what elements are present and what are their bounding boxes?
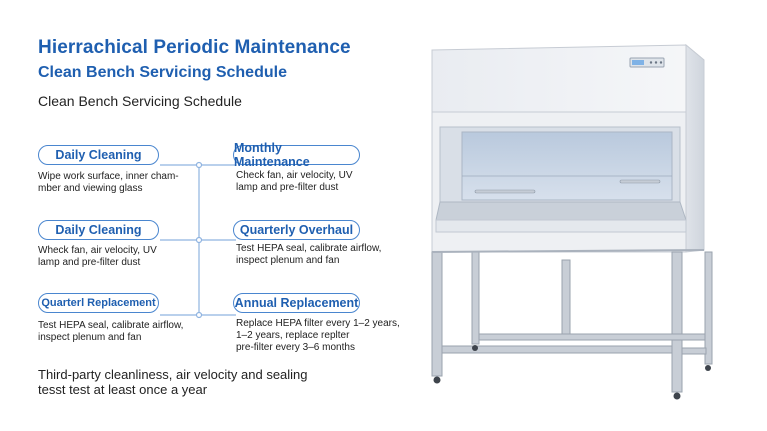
- schedule-pill-daily-cleaning-2: Daily Cleaning: [38, 220, 159, 240]
- page-title: Hierrachical Periodic Maintenance: [38, 37, 351, 58]
- schedule-description: Test HEPA seal, calibrate airflow, inspect plenum and fan: [38, 320, 184, 343]
- schedule-description: Wheck fan, air velocity, UV lamp and pre-filter dust: [38, 245, 157, 268]
- schedule-description: Wipe work surface, inner cham- mber and viewing glass: [38, 171, 179, 194]
- footer-line-2: tesst test at least once a year: [38, 382, 208, 397]
- schedule-pill-quarterly-overhaul: Quarterly Overhaul: [233, 220, 360, 240]
- schedule-pill-annual-replacement: Annual Replacement: [233, 293, 360, 313]
- schedule-description: Check fan, air velocity, UV lamp and pre-filter dust: [236, 170, 353, 193]
- schedule-description: Replace HEPA filter every 1–2 years, 1–2 years, replace replter pre-filter every 3–6 months: [236, 318, 400, 353]
- schedule-pill-monthly-maintenance: Monthly Maintenance: [233, 145, 360, 165]
- schedule-pill-quarterly-replacement: Quarterl Replacement: [38, 293, 159, 313]
- page-subtitle: Clean Bench Servicing Schedule: [38, 64, 287, 81]
- footer-line-1: Third-party cleanliness, air velocity and sealing: [38, 367, 308, 382]
- page-subtitle-secondary: Clean Bench Servicing Schedule: [38, 93, 242, 109]
- schedule-pill-daily-cleaning: Daily Cleaning: [38, 145, 159, 165]
- schedule-description: Test HEPA seal, calibrate airflow, inspect plenum and fan: [236, 243, 382, 266]
